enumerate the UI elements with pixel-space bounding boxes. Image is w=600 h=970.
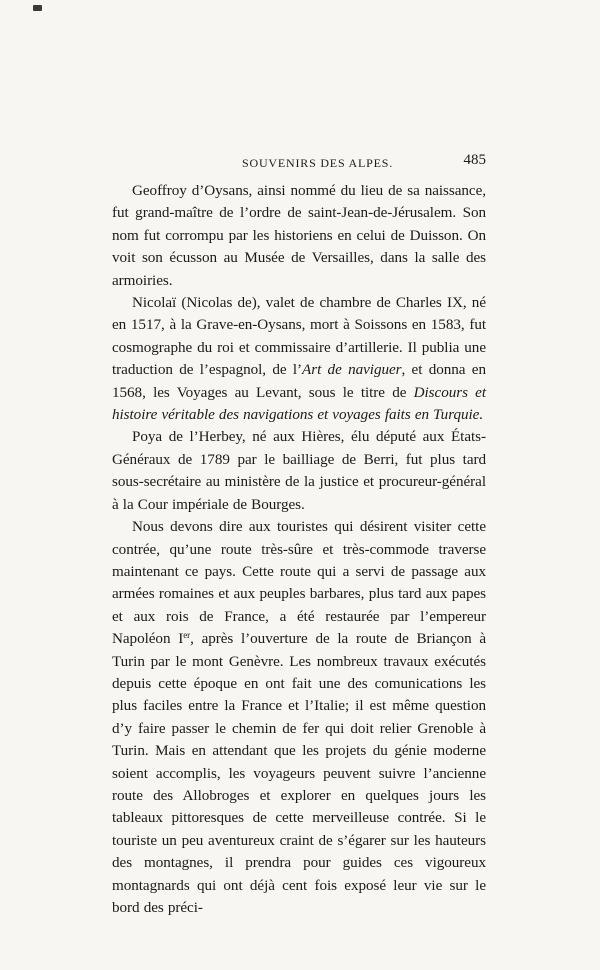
paragraph-route-text-2: , après l’ouverture de la route de Briançon à Turin par le mont Genèvre. Les nombreux travaux exécutés depuis cette époque en ont fait une des comunications les plus faciles entre la France et l’Italie; il est même question d’y faire passer le chemin de fer qui doit relier Grenoble à Turin. Mais en attendant que les projets du génie moderne soient accomplis, les voyageurs peuvent suivre l’ancienne route des Allobroges et explorer en quelques jours les tableaux pittoresques de cette merveilleuse contrée. Si le touriste un peu aventureux craint de s’égarer sur les hauteurs des montagnes, il prendra pour guides ces vigoureux montagnards qui ont déjà cent fois exposé leur vie sur le bord des préci- bbox=[112, 630, 487, 916]
paragraph-nicolai-text-2: , et donna en 1568, les Voyages au Levant, sous le titre de bbox=[112, 361, 486, 401]
running-head: SOUVENIRS DES ALPES. bbox=[242, 156, 394, 170]
paragraph-nicolai bbox=[112, 292, 486, 426]
page-header bbox=[112, 148, 486, 172]
paragraph-geoffroy: Geoffroy d’Oysans, ainsi nommé du lieu de sa naissance, fut grand-maître de l’ordre de saint-Jean-de-Jérusalem. Son nom fut corrompu par les historiens en celui de Duisson. On voit son écusson au Musée de Versailles, dans la salle des armoiries. bbox=[112, 182, 486, 289]
paragraph-route bbox=[112, 516, 486, 919]
page-number: 485 bbox=[463, 152, 486, 168]
corner-ink-mark bbox=[33, 5, 42, 11]
italic-title-art-de-naviguer: Art de naviguer bbox=[302, 361, 402, 379]
body-text bbox=[112, 180, 486, 919]
paragraph-poya: Poya de l’Herbey, né aux Hières, élu député aux États-Généraux de 1789 par le bailliage de Berri, fut plus tard sous-secrétaire au ministère de la justice et procureur-général à la Cour impériale de Bourges. bbox=[112, 428, 486, 513]
superscript-er: er bbox=[183, 630, 191, 641]
paragraph-nicolai-text-1: Nicolaï (Nicolas de), valet de chambre de Charles IX, né en 1517, à la Grave-en-Oysans, mort à Soissons en 1583, fut cosmographe du roi et commissaire d’artillerie. Il publia une traduction de l’espagnol, de l’ bbox=[112, 294, 486, 379]
paragraph-route-text-1: Nous devons dire aux touristes qui désirent visiter cette contrée, qu’une route très-sûre et très-commode traverse maintenant ce pays. Cette route qui a servi de passage aux armées romaines et aux peuples barbares, plus tard aux papes et aux rois de France, a été restaurée par l’empereur Napoléon I bbox=[112, 518, 486, 648]
italic-title-discours: Discours et histoire véritable des navigations et voyages faits en Turquie. bbox=[112, 383, 486, 424]
